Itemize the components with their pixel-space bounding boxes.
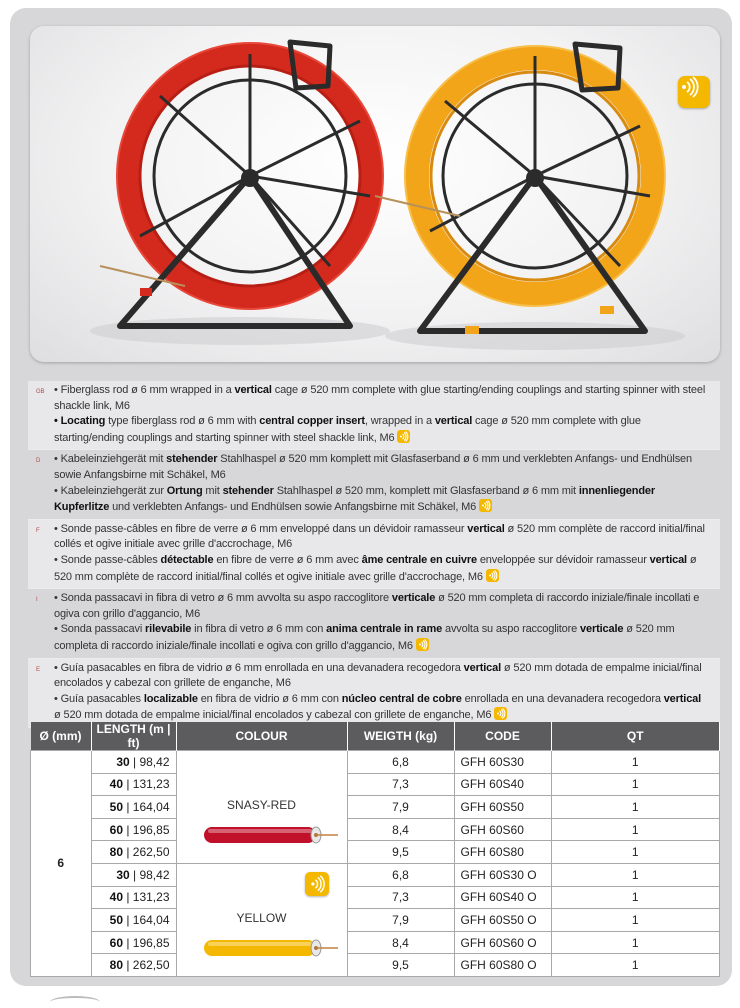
- language-code: D: [36, 458, 41, 465]
- header-qt: QT: [551, 722, 720, 751]
- description-block-d: [28, 450, 720, 519]
- language-code: F: [36, 527, 40, 534]
- locating-badge: [305, 872, 329, 896]
- language-code: I: [36, 597, 38, 604]
- code-cell: GFH 60S30: [454, 751, 551, 774]
- length-cell: 50 | 164,04: [91, 796, 176, 819]
- code-cell: GFH 60S80 O: [454, 954, 551, 977]
- code-cell: GFH 60S80: [454, 841, 551, 864]
- qt-cell: 1: [551, 863, 720, 886]
- code-cell: GFH 60S60: [454, 818, 551, 841]
- weight-cell: 9,5: [347, 954, 454, 977]
- description-block-f: [28, 520, 720, 589]
- description-line: • Guía pasacables localizable en fibra de vidrio ø 6 mm con núcleo central de cobre enrollada en una devanadera recogedora vertical ø 520 mm dotada de empalme inicial/final encolados y cabezal con grillete de enganche, M6: [54, 692, 702, 722]
- page-curl-decoration: [50, 996, 100, 1008]
- length-cell: 40 | 131,23: [91, 773, 176, 796]
- table-row: [31, 773, 720, 796]
- description-line: • Guía pasacables en fibra de vidrio ø 6 mm enrollada en una devanadera recogedora vertical ø 520 mm dotada de empalme inicial/final encolados y cabezal con grillete de enganche, M6: [54, 661, 702, 690]
- description-line: • Locating type fiberglass rod ø 6 mm with central copper insert, wrapped in a vertical cage ø 520 mm complete with glue starting/ending couplings and starting spinner with steel shackle link, M6: [54, 415, 641, 444]
- qt-cell: 1: [551, 931, 720, 954]
- qt-cell: 1: [551, 818, 720, 841]
- description-block-i: [28, 589, 720, 658]
- description-line: • Sonda passacavi in fibra di vetro ø 6 mm avvolta su aspo raccoglitore verticale ø 520 mm completa di raccordo iniziale/finale incollati e ogiva con grillo d'aggancio, M6: [54, 592, 700, 620]
- description-line: • Fiberglass rod ø 6 mm wrapped in a vertical cage ø 520 mm complete with glue starting/ending couplings and starting spinner with steel shackle link, M6: [54, 384, 706, 412]
- description-block-e: [28, 659, 720, 728]
- qt-cell: 1: [551, 773, 720, 796]
- header-colour: COLOUR: [176, 722, 347, 751]
- table-row: [31, 954, 720, 977]
- table-row: [31, 796, 720, 819]
- colour-label: YELLOW: [236, 910, 287, 925]
- signal-waves-icon: [308, 875, 326, 893]
- weight-cell: 6,8: [347, 863, 454, 886]
- code-cell: GFH 60S40 O: [454, 886, 551, 909]
- qt-cell: 1: [551, 886, 720, 909]
- header-code: CODE: [454, 722, 551, 751]
- length-cell: 30 | 98,42: [91, 863, 176, 886]
- spec-table: [30, 722, 720, 977]
- signal-waves-icon: [416, 638, 429, 651]
- table-row: [31, 863, 720, 886]
- qt-cell: 1: [551, 751, 720, 774]
- code-cell: GFH 60S30 O: [454, 863, 551, 886]
- red-reel: [100, 42, 383, 326]
- qt-cell: 1: [551, 841, 720, 864]
- table-header: [31, 722, 720, 751]
- diameter-cell: 6: [31, 751, 92, 977]
- length-cell: 80 | 262,50: [91, 841, 176, 864]
- header-diameter: Ø (mm): [31, 722, 92, 751]
- weight-cell: 8,4: [347, 931, 454, 954]
- table-row: [31, 818, 720, 841]
- header-weight: WEIGTH (kg): [347, 722, 454, 751]
- yellow-reel: [375, 44, 665, 334]
- table-row: [31, 751, 720, 774]
- language-code: E: [36, 666, 40, 673]
- length-cell: 60 | 196,85: [91, 931, 176, 954]
- length-cell: 30 | 98,42: [91, 751, 176, 774]
- length-cell: 50 | 164,04: [91, 909, 176, 932]
- weight-cell: 7,3: [347, 886, 454, 909]
- weight-cell: 7,9: [347, 796, 454, 819]
- description-line: • Kabeleinziehgerät mit stehender Stahlhaspel ø 520 mm komplett mit Glasfaserband ø 6 mm und verklebten Anfangs- und Endhülsen sowie Anfangsbirne mit Schäkel, M6: [54, 453, 692, 481]
- locating-badge: [678, 76, 710, 108]
- table-row: [31, 886, 720, 909]
- qt-cell: 1: [551, 796, 720, 819]
- header-length: LENGTH (m | ft): [91, 722, 176, 751]
- qt-cell: 1: [551, 909, 720, 932]
- description-block-gb: [28, 381, 720, 450]
- table-row: [31, 931, 720, 954]
- code-cell: GFH 60S50: [454, 796, 551, 819]
- language-code: GB: [36, 389, 45, 395]
- description-line: • Sonde passe-câbles détectable en fibre de verre ø 6 mm avec âme centrale en cuivre enveloppée sur dévidoir ramasseur vertical ø 520 mm complète de raccord initial/final collés et ogive initiale avec grille d'accrochage, M6: [54, 553, 697, 583]
- description-line: • Sonde passe-câbles en fibre de verre ø 6 mm enveloppé dans un dévidoir ramasseur vertical ø 520 mm complète de raccord initial/final collés et ogive initiale avec grille d'accrochage, M6: [54, 522, 705, 551]
- length-cell: 60 | 196,85: [91, 818, 176, 841]
- product-photo: [30, 26, 720, 362]
- length-cell: 40 | 131,23: [91, 886, 176, 909]
- weight-cell: 8,4: [347, 818, 454, 841]
- description-line: • Kabeleinziehgerät zur Ortung mit stehender Stahlhaspel ø 520 mm, komplett mit Glasfaserband ø 6 mm mit innenliegender Kupferlitze und verklebten Anfangs- und Endhülsen sowie Anfangsbirne mit Schäkel, M6: [54, 484, 656, 514]
- description-line: • Sonda passacavi rilevabile in fibra di vetro ø 6 mm con anima centrale in rame avvolta su aspo raccoglitore verticale ø 520 mm completa di raccordo iniziale/finale incollati e ogiva con grillo d'aggancio, M6: [54, 623, 675, 652]
- colour-cell-snasy-red: [176, 751, 347, 864]
- reels-illustration: [30, 26, 720, 362]
- code-cell: GFH 60S40: [454, 773, 551, 796]
- signal-waves-icon: [486, 569, 499, 582]
- rod-swatch: [202, 823, 342, 847]
- colour-label: SNASY-RED: [227, 797, 296, 812]
- length-cell: 80 | 262,50: [91, 954, 176, 977]
- table-row: [31, 909, 720, 932]
- weight-cell: 9,5: [347, 841, 454, 864]
- descriptions: [28, 381, 720, 728]
- weight-cell: 7,9: [347, 909, 454, 932]
- colour-cell-yellow: [176, 863, 347, 976]
- signal-waves-icon: [678, 76, 700, 98]
- weight-cell: 6,8: [347, 751, 454, 774]
- qt-cell: 1: [551, 954, 720, 977]
- table-row: [31, 841, 720, 864]
- code-cell: GFH 60S60 O: [454, 931, 551, 954]
- rod-swatch: [202, 936, 342, 960]
- weight-cell: 7,3: [347, 773, 454, 796]
- signal-waves-icon: [397, 430, 410, 443]
- signal-waves-icon: [494, 707, 507, 720]
- signal-waves-icon: [479, 499, 492, 512]
- code-cell: GFH 60S50 O: [454, 909, 551, 932]
